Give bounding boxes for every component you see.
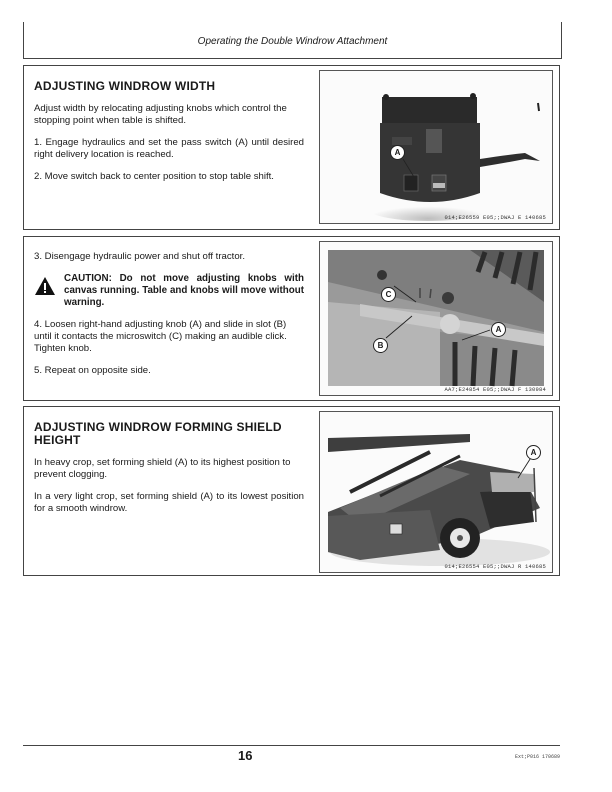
callout-b: B bbox=[373, 338, 388, 353]
step-5: 5. Repeat on opposite side. bbox=[34, 365, 151, 376]
warning-triangle-icon bbox=[34, 273, 58, 301]
footer-code: Ext;P016 170689 bbox=[515, 754, 561, 760]
paragraph: Adjust width by relocating adjusting knobs which control the stopping point when table is shifted. bbox=[34, 103, 287, 126]
figure-caption: 014;E26559 E05;;DWAJ E 140685 bbox=[444, 214, 546, 221]
section-text bbox=[34, 76, 304, 193]
control-box-photo bbox=[320, 71, 552, 223]
step-3: 3. Disengage hydraulic power and shut off tractor. bbox=[34, 251, 246, 262]
running-header bbox=[23, 22, 562, 59]
figure-pass-switch-control-box bbox=[319, 70, 553, 224]
step-2: 2. Move switch back to center position to stop table shift. bbox=[34, 171, 274, 182]
windrower-photo bbox=[320, 412, 552, 572]
header-title: Operating the Double Windrow Attachment bbox=[197, 36, 388, 47]
section-forming-shield-height bbox=[23, 406, 560, 576]
step-1: 1. Engage hydraulics and set the pass switch (A) until desired right delivery location is reached. bbox=[34, 137, 304, 160]
section-text bbox=[34, 417, 304, 525]
callout-a: A bbox=[491, 322, 506, 337]
figure-windrow-attachment bbox=[319, 411, 553, 573]
figure-adjusting-knob-slot bbox=[319, 241, 553, 396]
step-4: 4. Loosen right-hand adjusting knob (A) and slide in slot (B) until it contacts the microswitch (C) making an audible click. Tighten knob. bbox=[34, 319, 287, 354]
callout-a: A bbox=[526, 445, 541, 460]
section-adjusting-knobs bbox=[23, 236, 560, 401]
figure-caption: AA7;E24854 E05;;DWAJ F 130984 bbox=[444, 386, 546, 393]
caution-text: CAUTION: Do not move adjusting knobs with canvas running. Table and knobs will move without warning. bbox=[64, 273, 304, 308]
figure-caption: 014;E26554 E05;;DWAJ R 140685 bbox=[444, 563, 546, 570]
knob-slot-photo bbox=[320, 242, 552, 395]
footer-rule bbox=[23, 745, 560, 746]
callout-c: C bbox=[381, 287, 396, 302]
paragraph-heavy-crop: In heavy crop, set forming shield (A) to its highest position to prevent clogging. bbox=[34, 457, 291, 480]
section-heading: ADJUSTING WINDROW FORMING SHIELD HEIGHT bbox=[34, 420, 282, 447]
paragraph-light-crop: In a very light crop, set forming shield (A) to its lowest position for a smooth windrow. bbox=[34, 491, 304, 514]
section-adjusting-windrow-width bbox=[23, 65, 560, 230]
section-text bbox=[34, 247, 304, 387]
section-heading: ADJUSTING WINDROW WIDTH bbox=[34, 79, 216, 93]
callout-a: A bbox=[390, 145, 405, 160]
caution-notice bbox=[34, 273, 304, 309]
page-number: 16 bbox=[238, 748, 253, 763]
